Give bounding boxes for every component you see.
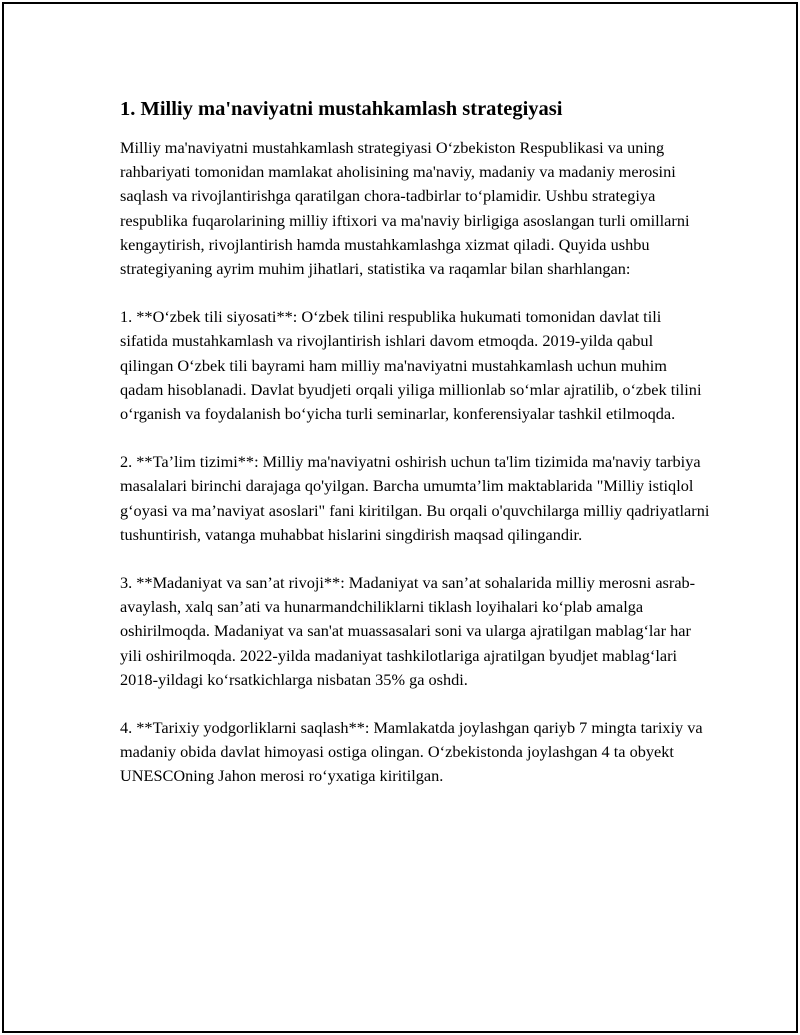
paragraph-education-system: 2. **Ta’lim tizimi**: Milliy ma'naviyatni oshirish uchun ta'lim tizimida ma'naviy tarbiya masalalari birinchi darajaga qo'yilgan. Barcha umumta’lim maktablarida "Milliy istiqlol g‘oyasi va ma’naviyat asoslari" fani kiritilgan. Bu orqali o'quvchilarga milliy qadriyatlarni tushuntirish, vatanga muhabbat hislarini singdirish maqsad qilingandir. (120, 452, 710, 544)
document-title: 1. Milliy ma'naviyatni mustahkamlash strategiyasi (120, 98, 563, 120)
page-frame (2, 2, 798, 1033)
paragraph-historical-monuments: 4. **Tarixiy yodgorliklarni saqlash**: Mamlakatda joylashgan qariyb 7 mingta tarixiy va madaniy obida davlat himoyasi ostiga olingan. O‘zbekistonda joylashgan 4 ta obyekt UNESCOning Jahon merosi ro‘yxatiga kiritilgan. (120, 718, 703, 786)
paragraph-uzbek-language-policy: 1. **O‘zbek tili siyosati**: O‘zbek tilini respublika hukumati tomonidan davlat tili sifatida mustahkamlash va rivojlantirish ishlari davom etmoqda. 2019-yilda qabul qilingan O‘zbek tili bayrami ham milliy ma'naviyatni mustahkamlash uchun muhim qadam hisoblanadi. Davlat byudjeti orqali yiliga millionlab so‘mlar ajratilib, o‘zbek tilini o‘rganish va foydalanish bo‘yicha turli seminarlar, konferensiyalar tashkil etilmoqda. (120, 307, 702, 424)
intro-paragraph: Milliy ma'naviyatni mustahkamlash strategiyasi O‘zbekiston Respublikasi va uning rahbariyati tomonidan mamlakat aholisining ma'naviy, madaniy va madaniy merosini saqlash va rivojlantirishga qaratilgan chora-tadbirlar to‘plamidir. Ushbu strategiya respublika fuqarolarining milliy iftixori va ma'naviy birligiga asoslangan turli omillarni kengaytirish, rivojlantirish hamda mustahkamlashga xizmat qiladi. Quyida ushbu strategiyaning ayrim muhim jihatlari, statistika va raqamlar bilan sharhlangan: (120, 138, 690, 279)
document-body (120, 95, 710, 813)
paragraph-culture-and-art: 3. **Madaniyat va san’at rivoji**: Madaniyat va san’at sohalarida milliy merosni asrab-avaylash, xalq san’ati va hunarmandchiliklarni tiklash loyihalari ko‘plab amalga oshirilmoqda. Madaniyat va san'at muassasalari soni va ularga ajratilgan mablag‘lar har yili oshirilmoqda. 2022-yilda madaniyat tashkilotlariga ajratilgan byudjet mablag‘lari 2018-yildagi ko‘rsatkichlarga nisbatan 35% ga oshdi. (120, 573, 696, 689)
